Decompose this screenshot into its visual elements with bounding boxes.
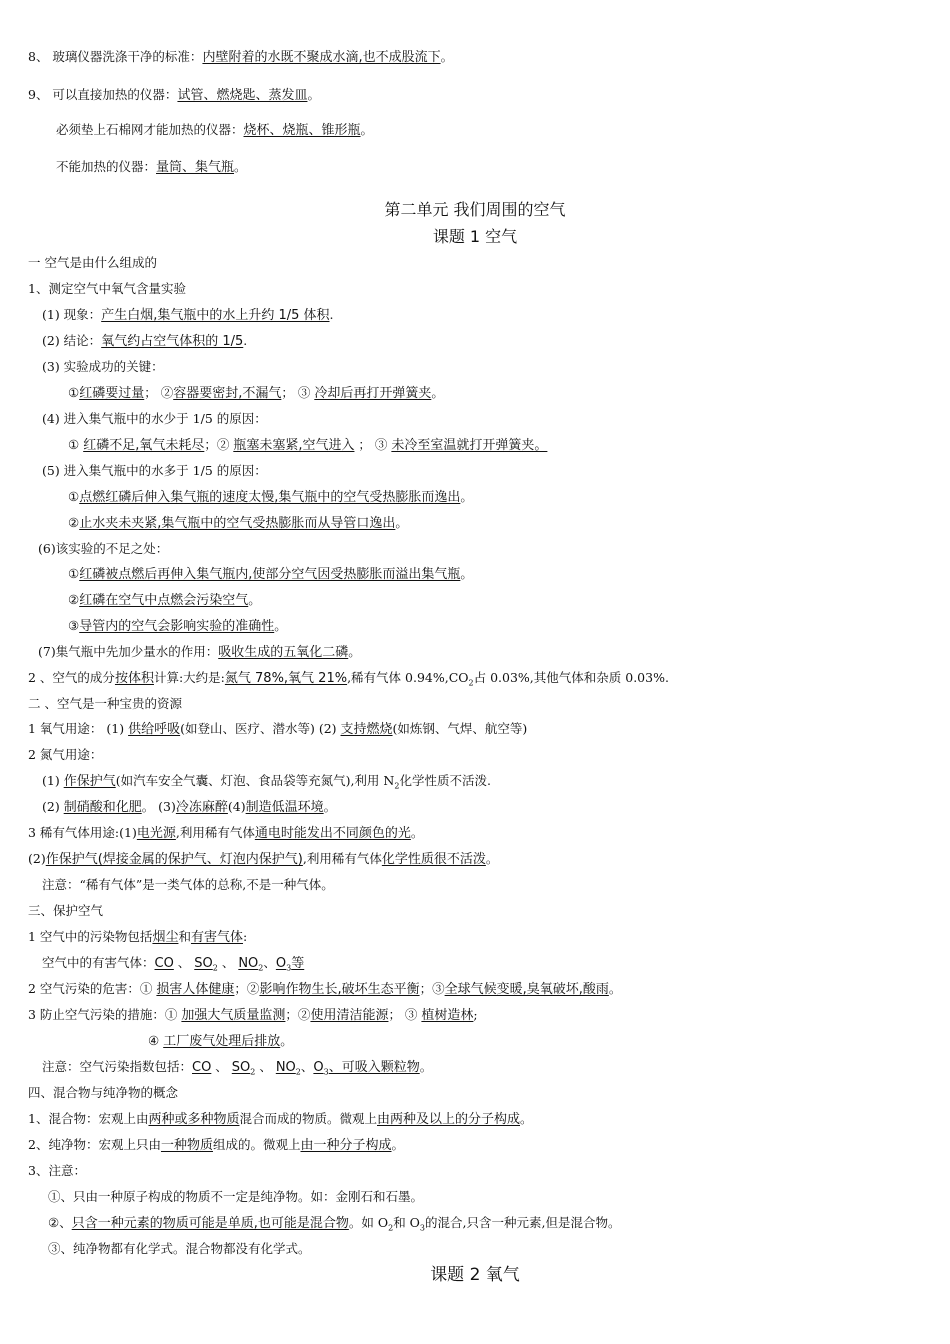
item-9-no-heating: 不能加热的仪器：量筒、集气瓶。 (56, 159, 247, 175)
note-1: ①、只由一种原子构成的物质不一定是纯净物。如：金刚石和石墨。 (48, 1189, 424, 1204)
section-2-heading: 二 、空气是一种宝贵的资源 (28, 696, 182, 711)
section-4-heading: 四、混合物与纯净物的概念 (28, 1085, 179, 1100)
noble-gas-note: 注意：“稀有气体”是一类气体的总称,不是一种气体。 (42, 877, 334, 892)
pure-substance-definition: 2、纯净物：宏观上只由一种物质组成的。微观上由一种分子构成。 (28, 1137, 405, 1153)
item-9-direct-heating: 9、 可以直接加热的仪器：试管、燃烧匙、蒸发皿。 (28, 87, 320, 103)
experiment-conclusion: (2) 结论：氧气约占空气体积的 1/5. (42, 333, 248, 349)
pollution-harm: 2 空气污染的危害：① 损害人体健康；②影响作物生长,破坏生态平衡；③全球气候变暖,臭氧破坏,酸雨。 (28, 981, 622, 997)
pollution-measures: 3 防止空气污染的措施：① 加强大气质量监测；②使用清洁能源； ③ 植树造林; (28, 1007, 478, 1023)
oxygen-uses: 1 氧气用途： (1) 供给呼吸(如登山、医疗、潜水等) (2) 支持燃烧(如炼钢、气焊、航空等) (28, 721, 528, 737)
note-2: ②、只含一种元素的物质可能是单质,也可能是混合物。如 $O_2$和 $O_3$的混合,只含一种元素,但是混合物。 (48, 1215, 621, 1233)
water-purpose: (7)集气瓶中先加少量水的作用：吸收生成的五氧化二磷。 (38, 644, 361, 660)
water-less-heading: (4) 进入集气瓶中的水少于 1/5 的原因： (42, 411, 267, 426)
shortcoming-1: ①红磷被点燃后再伸入集气瓶内,使部分空气因受热膨胀而溢出集气瓶。 (68, 566, 473, 582)
notes-heading: 3、注意： (28, 1163, 86, 1178)
item-9-asbestos-heating: 必须垫上石棉网才能加热的仪器：烧杯、烧瓶、锥形瓶。 (56, 122, 374, 138)
noble-gas-uses-2: (2)作保护气(焊接金属的保护气、灯泡内保护气),利用稀有气体化学性质很不活泼。 (28, 851, 499, 867)
harmful-gases: 空气中的有害气体：CO 、 $SO_2$ 、 $NO_2$、$O_3$等 (42, 955, 305, 973)
water-more-reason-2: ②止水夹未夹紧,集气瓶中的空气受热膨胀而从导管口逸出。 (68, 515, 408, 531)
nitrogen-uses-heading: 2 氮气用途： (28, 747, 103, 762)
lesson-1-title: 课题 1 空气 (432, 227, 518, 246)
water-more-heading: (5) 进入集气瓶中的水多于 1/5 的原因： (42, 463, 267, 478)
section-1-1-heading: 1、测定空气中氧气含量实验 (28, 281, 186, 296)
section-1-heading: 一 空气是由什么组成的 (28, 255, 157, 270)
shortcoming-2: ②红磷在空气中点燃会污染空气。 (68, 592, 261, 608)
experiment-phenomenon: (1) 现象：产生白烟,集气瓶中的水上升约 1/5 体积. (42, 307, 334, 323)
nitrogen-use-1: (1) 作保护气(如汽车安全气囊、灯泡、食品袋等充氮气),利用 $N_2$化学性质不活泼. (42, 773, 491, 791)
water-more-reason-1: ①点燃红磷后伸入集气瓶的速度太慢,集气瓶中的空气受热膨胀而逸出。 (68, 489, 473, 505)
pollution-measure-4: ④ 工厂废气处理后排放。 (148, 1033, 293, 1049)
water-less-reasons: ① 红磷不足,氧气未耗尽；② 瓶塞未塞紧,空气进入 ； ③ 未冷至室温就打开弹簧夹。 (68, 437, 548, 453)
section-3-heading: 三、保护空气 (28, 903, 104, 918)
item-8-glass-cleaning: 8、 玻璃仪器洗涤干净的标准：内壁附着的水既不聚成水滴,也不成股流下。 (28, 49, 454, 65)
unit-title: 第二单元 我们周围的空气 (384, 200, 566, 219)
experiment-keys-heading: (3) 实验成功的关键： (42, 359, 164, 374)
noble-gas-uses-1: 3 稀有气体用途:(1)电光源,利用稀有气体通电时能发出不同颜色的光。 (28, 825, 424, 841)
shortcomings-heading: (6)该实验的不足之处： (38, 541, 169, 556)
pollution-index-note: 注意：空气污染指数包括：CO 、 $SO_2$ 、 $NO_2$、$O_3$、可吸入颗粒物。 (42, 1059, 433, 1077)
lesson-2-title: 课题 2 氧气 (430, 1265, 520, 1285)
pollutants: 1 空气中的污染物包括烟尘和有害气体: (28, 929, 248, 945)
air-composition: 2 、空气的成分按体积计算:大约是:氮气 78%,氧气 21%,稀有气体 $0.94\%,CO_2$占 0.03%,其他气体和杂质 0.03%. (28, 670, 669, 688)
mixture-definition: 1、混合物：宏观上由两种或多种物质混合而成的物质。微观上由两种及以上的分子构成。 (28, 1111, 533, 1127)
nitrogen-use-2: (2) 制硝酸和化肥。 (3)冷冻麻醉(4)制造低温环境。 (42, 799, 337, 815)
note-3: ③、纯净物都有化学式。混合物都没有化学式。 (48, 1241, 311, 1256)
experiment-keys: ①红磷要过量； ②容器要密封,不漏气； ③ 冷却后再打开弹簧夹。 (68, 385, 444, 401)
shortcoming-3: ③导管内的空气会影响实验的准确性。 (68, 618, 287, 634)
